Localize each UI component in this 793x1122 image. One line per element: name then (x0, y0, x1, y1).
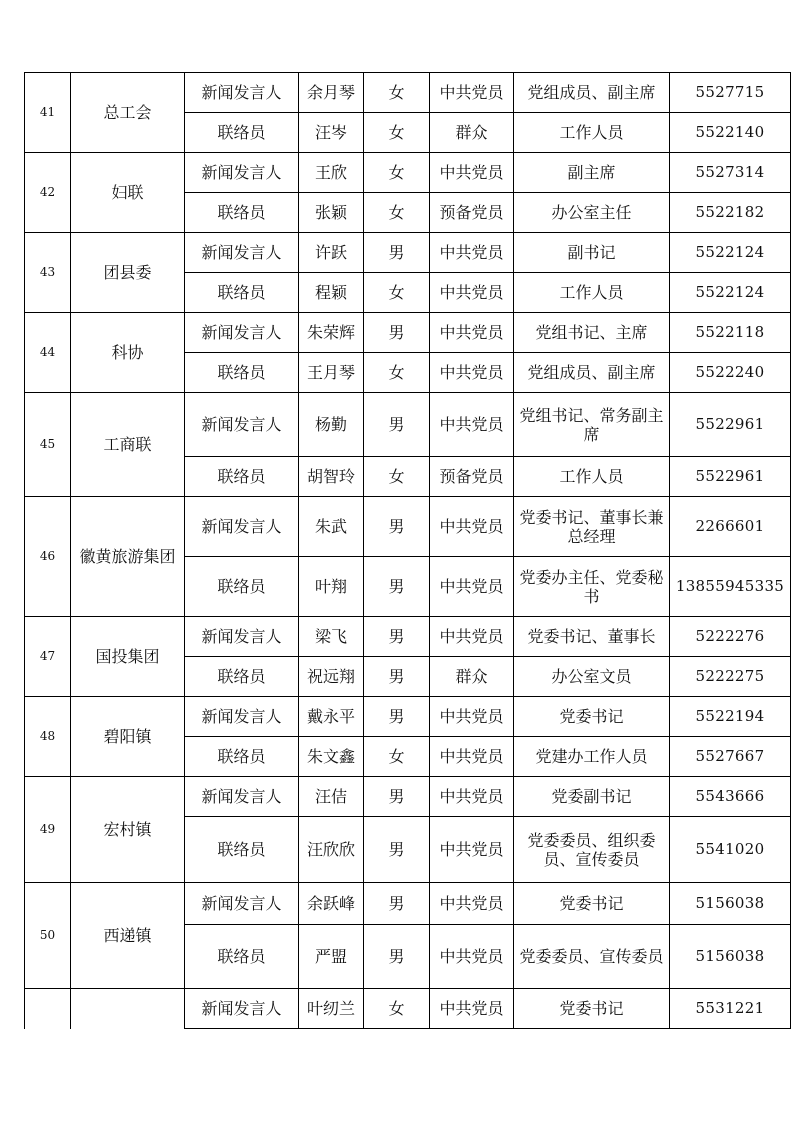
politics-cell: 群众 (430, 113, 514, 153)
role-cell: 联络员 (185, 113, 299, 153)
role-cell: 新闻发言人 (185, 883, 299, 925)
gender-cell: 男 (364, 817, 430, 883)
organization-cell: 团县委 (71, 233, 185, 313)
organization-cell (71, 989, 185, 1029)
table-row (25, 153, 791, 193)
index-cell (25, 989, 71, 1029)
phone-cell: 5543666 (670, 777, 791, 817)
phone-cell: 5541020 (670, 817, 791, 883)
organization-cell: 工商联 (71, 393, 185, 497)
title-cell: 党委书记、董事长 (514, 617, 670, 657)
index-cell: 46 (25, 497, 71, 617)
gender-cell: 男 (364, 883, 430, 925)
title-cell: 工作人员 (514, 273, 670, 313)
name-cell: 汪佶 (299, 777, 364, 817)
politics-cell: 中共党员 (430, 273, 514, 313)
gender-cell: 女 (364, 737, 430, 777)
name-cell: 王欣 (299, 153, 364, 193)
index-cell: 50 (25, 883, 71, 989)
gender-cell: 女 (364, 153, 430, 193)
gender-cell: 男 (364, 777, 430, 817)
index-cell: 42 (25, 153, 71, 233)
table-row (25, 883, 791, 925)
politics-cell: 中共党员 (430, 393, 514, 457)
index-cell: 44 (25, 313, 71, 393)
name-cell: 梁飞 (299, 617, 364, 657)
gender-cell: 女 (364, 113, 430, 153)
politics-cell: 中共党员 (430, 817, 514, 883)
role-cell: 新闻发言人 (185, 313, 299, 353)
index-cell: 45 (25, 393, 71, 497)
role-cell: 新闻发言人 (185, 497, 299, 557)
name-cell: 许跃 (299, 233, 364, 273)
name-cell: 叶翔 (299, 557, 364, 617)
role-cell: 联络员 (185, 925, 299, 989)
politics-cell: 中共党员 (430, 925, 514, 989)
phone-cell: 5527314 (670, 153, 791, 193)
gender-cell: 女 (364, 73, 430, 113)
phone-cell: 5531221 (670, 989, 791, 1029)
name-cell: 张颖 (299, 193, 364, 233)
table-row (25, 393, 791, 457)
role-cell: 联络员 (185, 353, 299, 393)
organization-cell: 宏村镇 (71, 777, 185, 883)
role-cell: 联络员 (185, 737, 299, 777)
title-cell: 办公室主任 (514, 193, 670, 233)
table-row (25, 73, 791, 113)
title-cell: 党组书记、常务副主席 (514, 393, 670, 457)
politics-cell: 中共党员 (430, 73, 514, 113)
phone-cell: 5522240 (670, 353, 791, 393)
table-row (25, 697, 791, 737)
name-cell: 朱武 (299, 497, 364, 557)
phone-cell: 5522961 (670, 457, 791, 497)
phone-cell: 5522961 (670, 393, 791, 457)
name-cell: 杨勤 (299, 393, 364, 457)
politics-cell: 中共党员 (430, 989, 514, 1029)
role-cell: 新闻发言人 (185, 617, 299, 657)
title-cell: 副主席 (514, 153, 670, 193)
gender-cell: 男 (364, 697, 430, 737)
name-cell: 祝远翔 (299, 657, 364, 697)
politics-cell: 中共党员 (430, 697, 514, 737)
title-cell: 副书记 (514, 233, 670, 273)
phone-cell: 5522124 (670, 273, 791, 313)
index-cell: 48 (25, 697, 71, 777)
name-cell: 汪欣欣 (299, 817, 364, 883)
role-cell: 联络员 (185, 193, 299, 233)
phone-cell: 5156038 (670, 925, 791, 989)
title-cell: 党委委员、组织委员、宣传委员 (514, 817, 670, 883)
title-cell: 党委书记 (514, 883, 670, 925)
phone-cell: 5527667 (670, 737, 791, 777)
role-cell: 新闻发言人 (185, 989, 299, 1029)
phone-cell: 5522124 (670, 233, 791, 273)
gender-cell: 女 (364, 457, 430, 497)
name-cell: 严盟 (299, 925, 364, 989)
organization-cell: 西递镇 (71, 883, 185, 989)
title-cell: 党委办主任、党委秘书 (514, 557, 670, 617)
phone-cell: 5527715 (670, 73, 791, 113)
organization-cell: 科协 (71, 313, 185, 393)
name-cell: 余跃峰 (299, 883, 364, 925)
politics-cell: 预备党员 (430, 457, 514, 497)
politics-cell: 中共党员 (430, 233, 514, 273)
role-cell: 联络员 (185, 273, 299, 313)
gender-cell: 男 (364, 313, 430, 353)
role-cell: 联络员 (185, 557, 299, 617)
title-cell: 党委书记、董事长兼总经理 (514, 497, 670, 557)
title-cell: 办公室文员 (514, 657, 670, 697)
role-cell: 新闻发言人 (185, 233, 299, 273)
name-cell: 汪岑 (299, 113, 364, 153)
politics-cell: 群众 (430, 657, 514, 697)
contact-table (24, 72, 791, 1029)
name-cell: 王月琴 (299, 353, 364, 393)
table-row (25, 313, 791, 353)
organization-cell: 妇联 (71, 153, 185, 233)
name-cell: 朱荣辉 (299, 313, 364, 353)
phone-cell: 5522140 (670, 113, 791, 153)
index-cell: 41 (25, 73, 71, 153)
gender-cell: 男 (364, 393, 430, 457)
gender-cell: 男 (364, 617, 430, 657)
table-row (25, 617, 791, 657)
politics-cell: 中共党员 (430, 737, 514, 777)
phone-cell: 2266601 (670, 497, 791, 557)
name-cell: 朱文鑫 (299, 737, 364, 777)
name-cell: 叶纫兰 (299, 989, 364, 1029)
gender-cell: 女 (364, 273, 430, 313)
politics-cell: 中共党员 (430, 557, 514, 617)
phone-cell: 5156038 (670, 883, 791, 925)
organization-cell: 国投集团 (71, 617, 185, 697)
title-cell: 党委书记 (514, 697, 670, 737)
table-row (25, 497, 791, 557)
role-cell: 新闻发言人 (185, 153, 299, 193)
index-cell: 43 (25, 233, 71, 313)
role-cell: 联络员 (185, 457, 299, 497)
phone-cell: 5222275 (670, 657, 791, 697)
role-cell: 联络员 (185, 817, 299, 883)
organization-cell: 碧阳镇 (71, 697, 185, 777)
index-cell: 47 (25, 617, 71, 697)
phone-cell: 5522118 (670, 313, 791, 353)
title-cell: 党建办工作人员 (514, 737, 670, 777)
title-cell: 党委书记 (514, 989, 670, 1029)
politics-cell: 中共党员 (430, 883, 514, 925)
politics-cell: 中共党员 (430, 153, 514, 193)
role-cell: 新闻发言人 (185, 777, 299, 817)
phone-cell: 13855945335 (670, 557, 791, 617)
politics-cell: 中共党员 (430, 617, 514, 657)
politics-cell: 中共党员 (430, 353, 514, 393)
politics-cell: 预备党员 (430, 193, 514, 233)
title-cell: 党组书记、主席 (514, 313, 670, 353)
title-cell: 党委副书记 (514, 777, 670, 817)
gender-cell: 男 (364, 925, 430, 989)
phone-cell: 5222276 (670, 617, 791, 657)
gender-cell: 女 (364, 193, 430, 233)
table-row (25, 777, 791, 817)
title-cell: 工作人员 (514, 457, 670, 497)
role-cell: 联络员 (185, 657, 299, 697)
title-cell: 党组成员、副主席 (514, 73, 670, 113)
gender-cell: 女 (364, 353, 430, 393)
gender-cell: 男 (364, 557, 430, 617)
role-cell: 新闻发言人 (185, 393, 299, 457)
politics-cell: 中共党员 (430, 777, 514, 817)
table-row (25, 233, 791, 273)
name-cell: 余月琴 (299, 73, 364, 113)
role-cell: 新闻发言人 (185, 73, 299, 113)
gender-cell: 男 (364, 233, 430, 273)
name-cell: 胡智玲 (299, 457, 364, 497)
name-cell: 戴永平 (299, 697, 364, 737)
organization-cell: 徽黄旅游集团 (71, 497, 185, 617)
politics-cell: 中共党员 (430, 313, 514, 353)
role-cell: 新闻发言人 (185, 697, 299, 737)
phone-cell: 5522182 (670, 193, 791, 233)
phone-cell: 5522194 (670, 697, 791, 737)
gender-cell: 男 (364, 497, 430, 557)
gender-cell: 男 (364, 657, 430, 697)
name-cell: 程颖 (299, 273, 364, 313)
title-cell: 工作人员 (514, 113, 670, 153)
politics-cell: 中共党员 (430, 497, 514, 557)
table-row (25, 989, 791, 1029)
gender-cell: 女 (364, 989, 430, 1029)
index-cell: 49 (25, 777, 71, 883)
organization-cell: 总工会 (71, 73, 185, 153)
title-cell: 党委委员、宣传委员 (514, 925, 670, 989)
title-cell: 党组成员、副主席 (514, 353, 670, 393)
table-body (25, 73, 791, 1029)
